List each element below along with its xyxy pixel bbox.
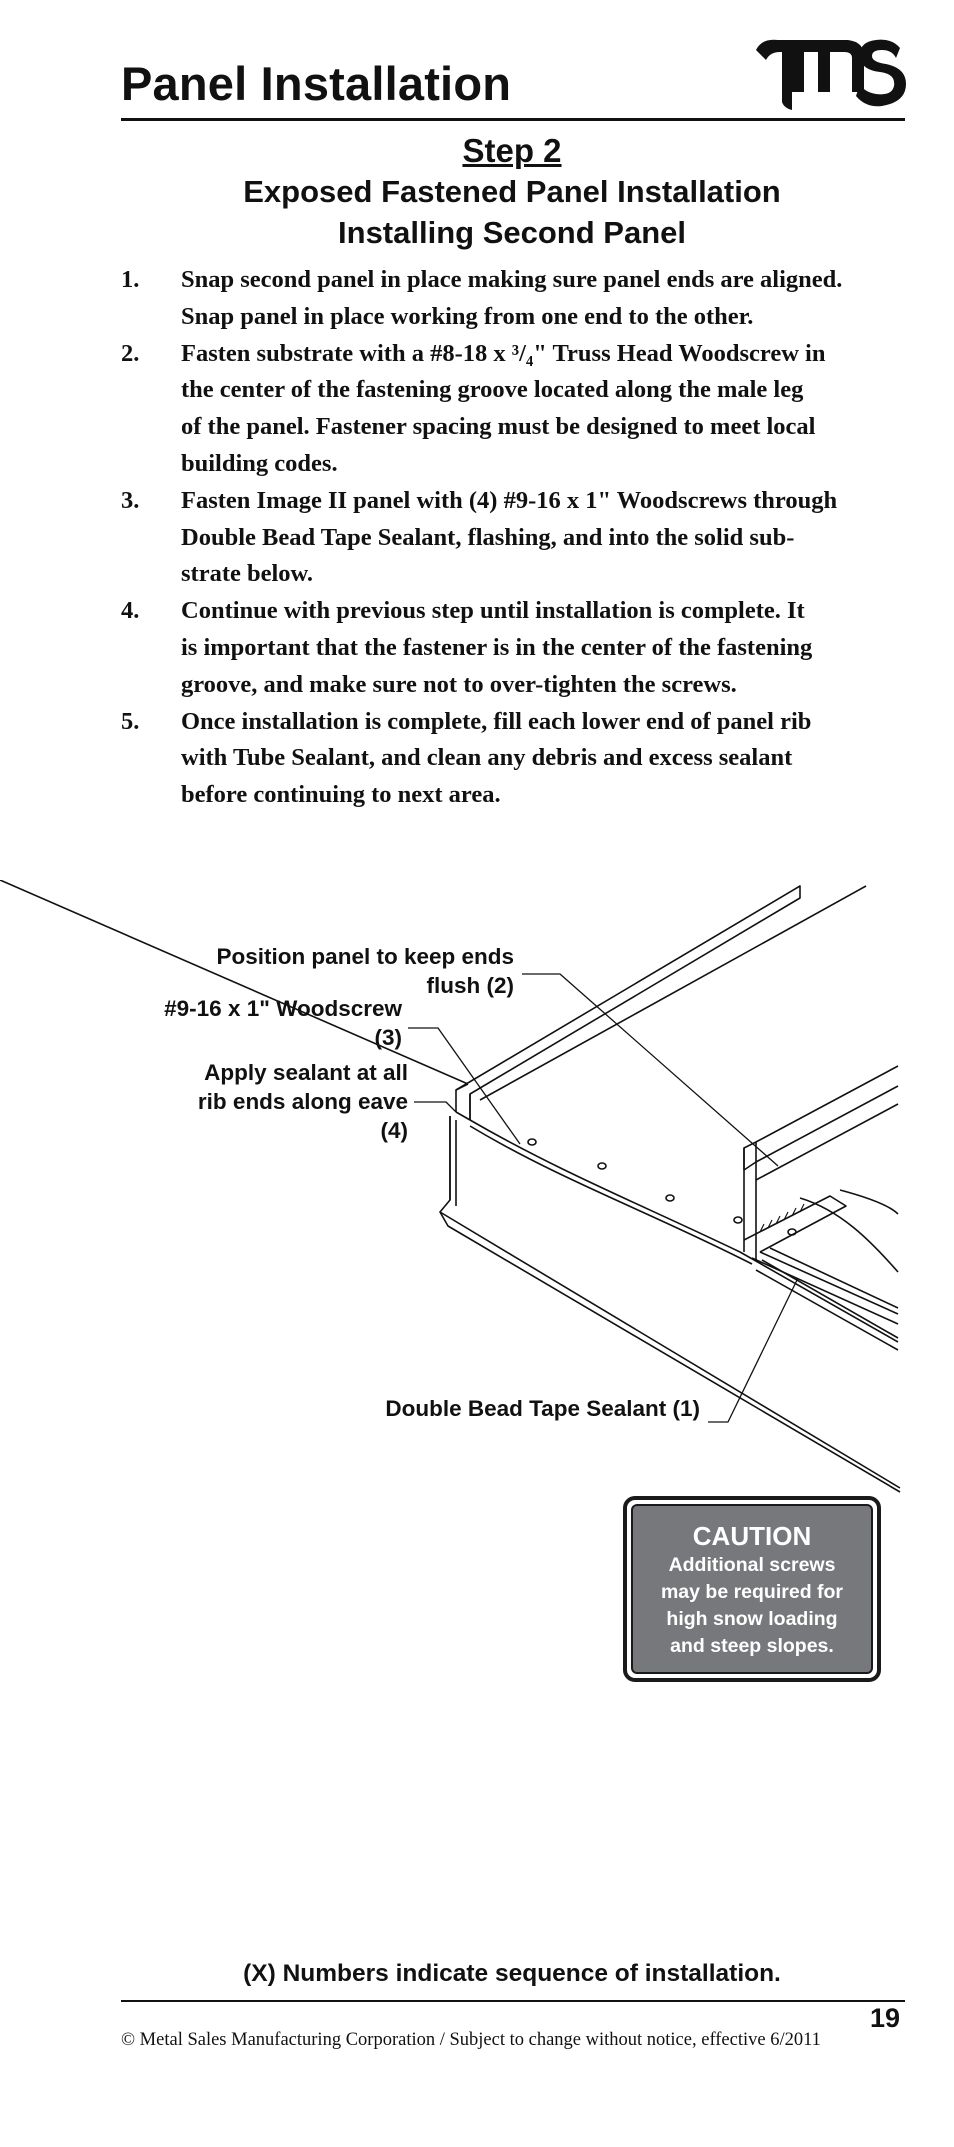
sequence-note: (X) Numbers indicate sequence of installation. — [243, 1960, 781, 1987]
installation-diagram — [0, 880, 954, 1500]
instruction-line: Double Bead Tape Sealant, flashing, and into the solid sub- — [181, 523, 795, 551]
instruction-line: building codes. — [181, 449, 338, 477]
instruction-line: Fasten substrate with a #8-18 x ³/₄" Truss Head Woodscrew in — [181, 339, 826, 367]
caution-line: Additional screws — [668, 1554, 836, 1576]
callout-line: (3) — [374, 1025, 402, 1050]
instruction-number: 1. — [121, 266, 140, 293]
instruction-line: before continuing to next area. — [181, 781, 501, 809]
instruction-line: Once installation is complete, fill each lower end of panel rib — [181, 707, 812, 735]
caution-line: may be required for — [660, 1581, 844, 1603]
company-logo — [752, 30, 912, 116]
callout-apply-sealant — [100, 1058, 408, 1145]
page-number: 19 — [869, 2003, 900, 2033]
instruction-line: groove, and make sure not to over-tighten the screws. — [181, 670, 737, 698]
instruction-number: 4. — [121, 597, 140, 625]
instruction-line: strate below. — [181, 560, 313, 588]
caution-box — [623, 1496, 881, 1682]
copyright-notice: © Metal Sales Manufacturing Corporation / Subject to change without notice, effective 6/2011 — [121, 2030, 821, 2050]
callout-line: (4) — [380, 1118, 408, 1143]
instruction-item — [121, 483, 921, 593]
callout-line: Double Bead Tape Sealant (1) — [385, 1396, 700, 1421]
instruction-line: of the panel. Fastener spacing must be designed to meet local — [181, 413, 816, 441]
caution-line: high snow loading — [666, 1608, 838, 1630]
callout-line: Position panel to keep ends — [216, 944, 514, 969]
header-rule — [121, 118, 905, 121]
footer-rule — [121, 2000, 905, 2002]
instruction-line: the center of the fastening groove located along the male leg — [181, 376, 804, 404]
instruction-line: Snap panel in place working from one end to the other. — [181, 302, 754, 330]
instruction-list — [121, 262, 921, 814]
callout-woodscrew — [100, 994, 402, 1052]
instruction-number: 5. — [121, 707, 140, 735]
instruction-item — [121, 262, 921, 336]
callout-line: Apply sealant at all — [204, 1060, 408, 1085]
step-heading: Exposed Fastened Panel Installation — [243, 174, 781, 209]
step-subheading: Installing Second Panel — [338, 215, 686, 250]
caution-title: CAUTION — [692, 1521, 812, 1551]
instruction-item — [121, 704, 921, 814]
instruction-number: 2. — [121, 339, 140, 367]
instruction-line: Fasten Image II panel with (4) #9-16 x 1" Woodscrews through — [181, 486, 838, 514]
instruction-line: Continue with previous step until installation is complete. It — [181, 597, 805, 625]
caution-text — [633, 1552, 871, 1660]
page-title: Panel Installation — [121, 57, 512, 110]
callout-position-panel — [150, 942, 514, 1000]
callout-line: rib ends along eave — [197, 1089, 408, 1114]
step-label: Step 2 — [462, 132, 562, 169]
instruction-line: Snap second panel in place making sure panel ends are aligned. — [181, 266, 843, 293]
instruction-item — [121, 336, 921, 483]
instruction-line: is important that the fastener is in the center of the fastening — [181, 633, 813, 661]
callout-line: flush (2) — [426, 973, 514, 998]
instruction-number: 3. — [121, 486, 140, 514]
caution-panel — [631, 1504, 873, 1674]
callout-line: #9-16 x 1" Woodscrew — [164, 996, 402, 1021]
caution-line: and steep slopes. — [670, 1635, 834, 1657]
callout-tape-sealant — [300, 1394, 700, 1423]
instruction-line: with Tube Sealant, and clean any debris and excess sealant — [181, 744, 793, 772]
instruction-item — [121, 593, 921, 703]
